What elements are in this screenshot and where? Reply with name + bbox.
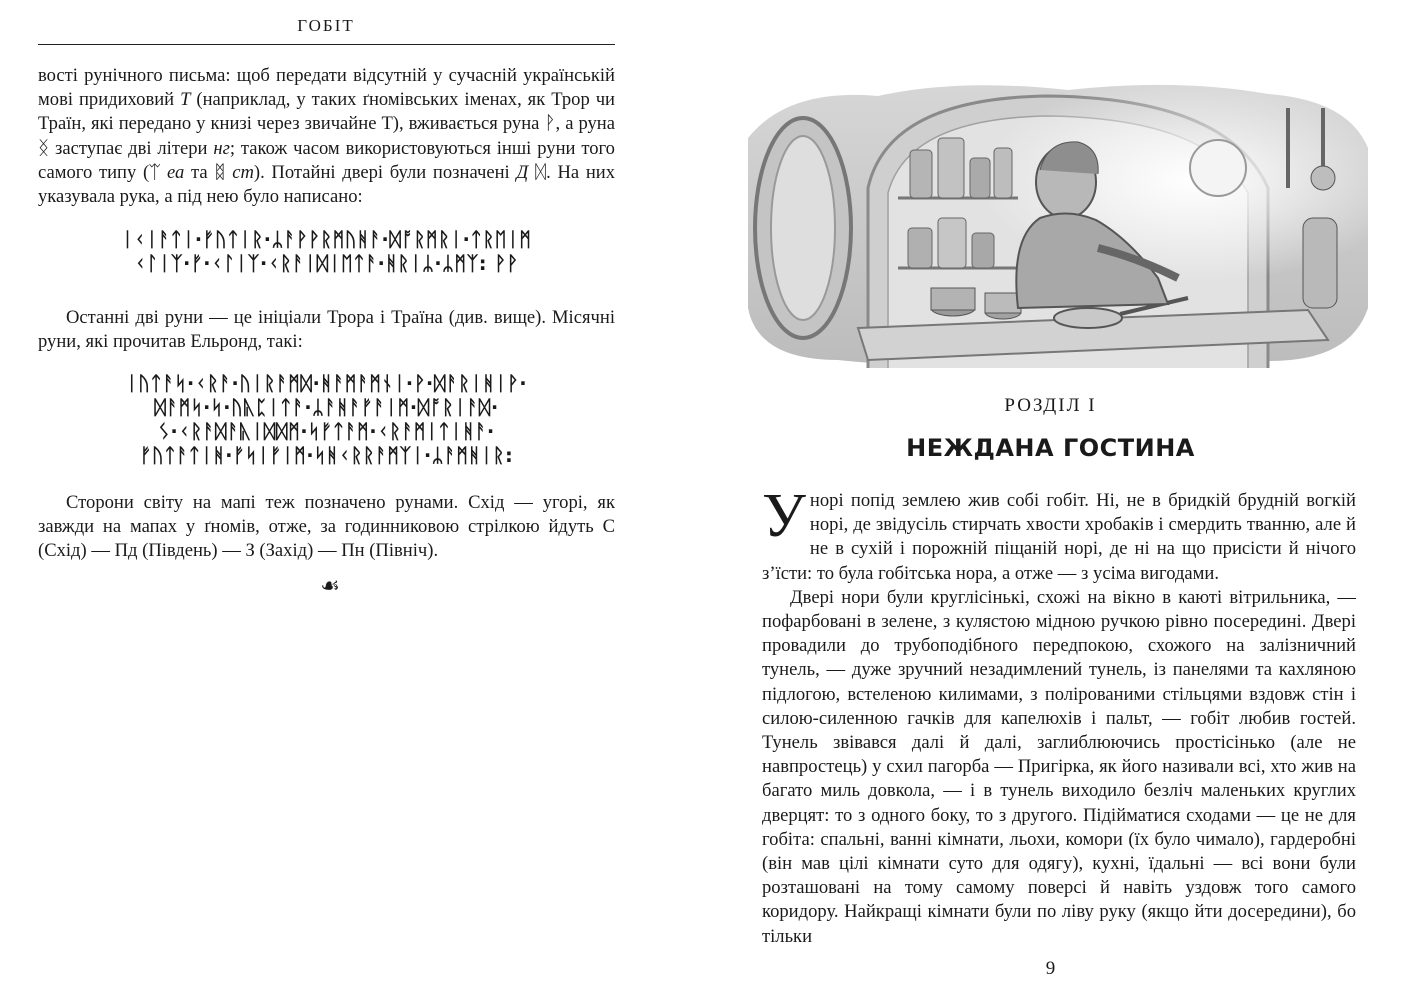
rune-line: ᚲᛚᛁᛉ·ᚠ·ᚲᛚᛁᛉ·ᚲᚱᚨᛁᛞᛁᛖᛏᚨ·ᚻᚱᛁᛦ·ᛦᛗᛉ: ᚹᚹ xyxy=(134,252,519,275)
first-paragraph xyxy=(762,482,1356,586)
hobbit-kitchen-illustration xyxy=(748,78,1368,370)
italic-letter: Д xyxy=(516,161,529,183)
moon-runes-intro-paragraph xyxy=(38,306,615,354)
chapter-body-text xyxy=(762,482,1356,949)
moon-runes-inscription xyxy=(38,372,615,468)
door-runes-inscription xyxy=(38,228,615,276)
fleuron-ornament-icon: ☙ xyxy=(320,574,340,599)
page-number: 9 xyxy=(1045,958,1056,979)
italic-letters: нг xyxy=(213,137,230,159)
italic-letters: еа xyxy=(167,161,185,183)
rune-line: ᚠᚢᛏᚨᛏᛁᚻ·ᚠᛋᛁᚠᛁᛗ·ᛋᚻᚲᚱᚱᚨᛗᛉᛁ·ᛦᚨᛗᚻᛁᚱ: xyxy=(139,444,514,467)
text-span: руни того самого типу (ᛠ xyxy=(38,137,615,183)
right-page xyxy=(700,0,1401,1000)
rune-line: ᛁᚲᛁᚨᛏᛁ·ᚠᚢᛏᛁᚱ·ᛦᚨᚹᚹᚱᛗᚢᚻᚨ·ᛞᚩᚱᛗᚱᛁ·ᛏᚱᛖᛁᛗ xyxy=(121,228,532,251)
italic-letters: ст xyxy=(232,161,254,183)
rune-line: ᛊ·ᚲᚱᚨᛞᚨᚣᛁᛞᛞᛗ·ᛋᚠᛏᚨᛗ·ᚲᚱᚨᛗᛁᛏᛁᚻᚨ· xyxy=(158,420,495,443)
chapter-label: РОЗДІЛ І xyxy=(1004,395,1097,416)
chapter-title: НЕЖДАНА ГОСТИНА xyxy=(906,434,1195,462)
text-span: (наприклад, у таких ґномівських іменах, як Трор xyxy=(196,89,590,111)
italic-letter: Т xyxy=(180,89,191,111)
text-span: мові придиховий xyxy=(38,89,175,111)
second-paragraph: Двері нори були круглісінькі, схожі на вікно в каюті вітрильника, — пофарбовані в зелене, з кулястою мідною ручкою рівно посередині. Двері провадили до трубоподібного передпокою, схожого на залізничний тунель, — дуже зручний незадимлений тунель, із панелями та кахляною підлогою, встеленою килимами, з полірованими стільцями вздовж стін і силою-силенною гачків для капелюхів і пальт, — гобіт любив гостей. Тунель звівався далі й далі, заглиблюючись простісінько (але не навпростець) у схил пагорба — Пригірка, як його називали всі, хто жив на багато миль довкола, — і в тунель виходило безліч маленьких круглих дверцят: то з одного боку, то з другого. Підійматися сходами — це не для гобіта: спальні, ванні кімнати, льохи, комори (їх було чимало), гардеробні (він мав цілі кімнати суто для одягу), кухні, їдальні — всі вони були розташовані на тому самому поверсі й навіть уздовж того самого коридору. Найкращі кімнати були по ліву руку (якщо йти досередини), бо тільки xyxy=(762,586,1356,947)
text-span: чи Траїн, які передано у книзі через звичайне Т), вживається руна ᚹ, xyxy=(38,89,616,135)
text-span: ; також часом використовуються інші xyxy=(229,137,532,159)
left-page xyxy=(0,0,690,1000)
runes-explanation-paragraph xyxy=(38,64,615,209)
map-directions-paragraph xyxy=(38,491,615,564)
paragraph-text: Останні дві руни — це ініціали Трора і Траїна (див. вище). Місячні руни, які прочитав Ельронд, такі: xyxy=(38,307,615,353)
text-span: та ᛥ xyxy=(191,161,226,183)
text-span: ᛞ. На них указувала рука, а під нею було написано: xyxy=(38,161,616,208)
text-span: а руна ᛝ заступає дві літери xyxy=(38,113,616,159)
paragraph-text: норі попід землею жив собі гобіт. Ні, не в бридкій брудній вогкій норі, де звідусіль стирчать хвости хробаків і смердить тванню, але й не в сухій і порожній піщаній норі, де ні на що присісти й нічого з’їсти: то була гобітська нора, а отже — з усіма вигодами. xyxy=(762,490,1356,584)
drop-cap: У xyxy=(762,482,806,550)
rune-line: ᛞᚨᛗᛋ·ᛋ·ᚢᚣᛈᛁᛏᚨ·ᛦᚨᚻᚨᚠᚨᛁᛗ·ᛞᚩᚱᛁᚨᛞ· xyxy=(154,396,499,419)
paragraph-text: Сторони світу на мапі теж позначено рунами. Схід — угорі, як завжди на мапах у ґномів, отже, за годинниковою стрілкою йдуть С (Схід) — Пд (Південь) — З (Захід) — Пн (Північ). xyxy=(38,492,615,562)
running-head: ГОБІТ xyxy=(297,16,355,35)
header-rule xyxy=(38,44,615,45)
text-line: вості рунічного письма: щоб передати відсутній у сучасній українській xyxy=(38,65,615,86)
rune-line: ᛁᚢᛏᚨᛋ·ᚲᚱᚨ·ᚢᛁᚱᚨᛗᛞ·ᚻᚨᛗᚨᛗᚾᛁ·ᚹ·ᛞᚨᚱᛁᚻᛁᚹ· xyxy=(125,372,528,395)
text-span: ). Потайні двері були позначені xyxy=(253,161,510,183)
